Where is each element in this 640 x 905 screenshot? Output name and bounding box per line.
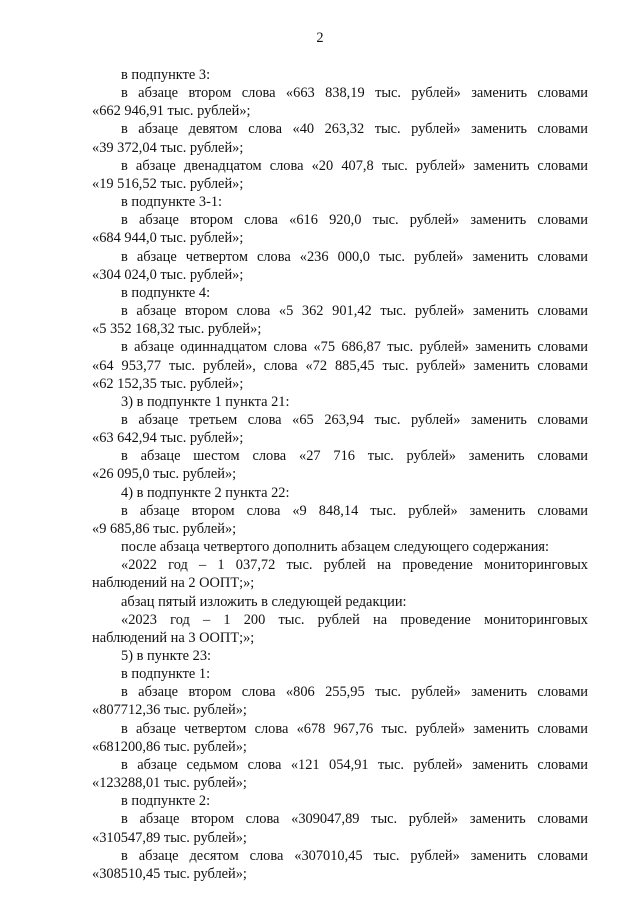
text-line: «64 953,77 тыс. рублей», слова «72 885,45 тыс. рублей» заменить словами xyxy=(92,357,588,374)
text-line: абзац пятый изложить в следующей редакции: xyxy=(121,593,407,610)
text-line: «310547,89 тыс. рублей»; xyxy=(92,829,247,846)
text-line: после абзаца четвертого дополнить абзацем следующего содержания: xyxy=(121,539,550,556)
text-line: в подпункте 1: xyxy=(121,666,211,683)
text-line: в абзаце четвертом слова «678 967,76 тыс. рублей» заменить словами xyxy=(121,720,588,737)
text-line: в абзаце втором слова «309047,89 тыс. рублей» заменить словами xyxy=(121,811,588,828)
document-body xyxy=(92,66,588,883)
text-line: в абзаце втором слова «9 848,14 тыс. рублей» заменить словами xyxy=(121,502,588,519)
text-line: «26 095,0 тыс. рублей»; xyxy=(92,466,237,483)
text-line: в абзаце девятом слова «40 263,32 тыс. рублей» заменить словами xyxy=(121,121,588,138)
text-line: «5 352 168,32 тыс. рублей»; xyxy=(92,321,262,338)
text-line: «123288,01 тыс. рублей»; xyxy=(92,775,247,792)
text-line: в абзаце втором слова «5 362 901,42 тыс. рублей» заменить словами xyxy=(121,303,588,320)
text-line: «19 516,52 тыс. рублей»; xyxy=(92,175,244,192)
text-line: в абзаце втором слова «806 255,95 тыс. рублей» заменить словами xyxy=(121,684,588,701)
page-number: 2 xyxy=(316,30,324,46)
text-line: 4) в подпункте 2 пункта 22: xyxy=(121,484,290,501)
text-line: в абзаце одиннадцатом слова «75 686,87 тыс. рублей» заменить словами xyxy=(121,339,588,356)
text-line: «2023 год – 1 200 тыс. рублей на проведение мониторинговых xyxy=(121,611,588,628)
text-line: «308510,45 тыс. рублей»; xyxy=(92,865,247,882)
text-line: в подпункте 3-1: xyxy=(121,194,223,211)
text-line: наблюдений на 2 ООПТ;»; xyxy=(92,575,255,592)
text-line: в подпункте 4: xyxy=(121,284,211,301)
text-line: «304 024,0 тыс. рублей»; xyxy=(92,266,244,283)
text-line: 3) в подпункте 1 пункта 21: xyxy=(121,393,290,410)
text-line: в подпункте 2: xyxy=(121,793,211,810)
text-line: в абзаце четвертом слова «236 000,0 тыс. рублей» заменить словами xyxy=(121,248,588,265)
text-line: в абзаце седьмом слова «121 054,91 тыс. рублей» заменить словами xyxy=(121,756,588,773)
text-line: 5) в пункте 23: xyxy=(121,648,212,664)
text-line: в абзаце десятом слова «307010,45 тыс. рублей» заменить словами xyxy=(121,847,588,864)
text-line: наблюдений на 3 ООПТ;»; xyxy=(92,629,255,646)
text-line: в абзаце третьем слова «65 263,94 тыс. рублей» заменить словами xyxy=(121,411,588,428)
text-line: «39 372,04 тыс. рублей»; xyxy=(92,139,244,156)
text-line: в абзаце двенадцатом слова «20 407,8 тыс. рублей» заменить словами xyxy=(121,157,588,174)
text-line: «9 685,86 тыс. рублей»; xyxy=(92,520,237,537)
text-line: в подпункте 3: xyxy=(121,67,211,83)
text-line: «807712,36 тыс. рублей»; xyxy=(92,702,247,719)
text-line: «62 152,35 тыс. рублей»; xyxy=(92,375,244,392)
text-line: «681200,86 тыс. рублей»; xyxy=(92,738,247,755)
text-line: в абзаце шестом слова «27 716 тыс. рублей» заменить словами xyxy=(121,448,588,465)
text-line: «662 946,91 тыс. рублей»; xyxy=(92,103,251,120)
text-line: «684 944,0 тыс. рублей»; xyxy=(92,230,244,247)
text-line: «2022 год – 1 037,72 тыс. рублей на проведение мониторинговых xyxy=(121,557,588,574)
text-line: «63 642,94 тыс. рублей»; xyxy=(92,430,244,447)
text-line: в абзаце втором слова «616 920,0 тыс. рублей» заменить словами xyxy=(121,212,588,229)
text-line: в абзаце втором слова «663 838,19 тыс. рублей» заменить словами xyxy=(121,85,588,102)
